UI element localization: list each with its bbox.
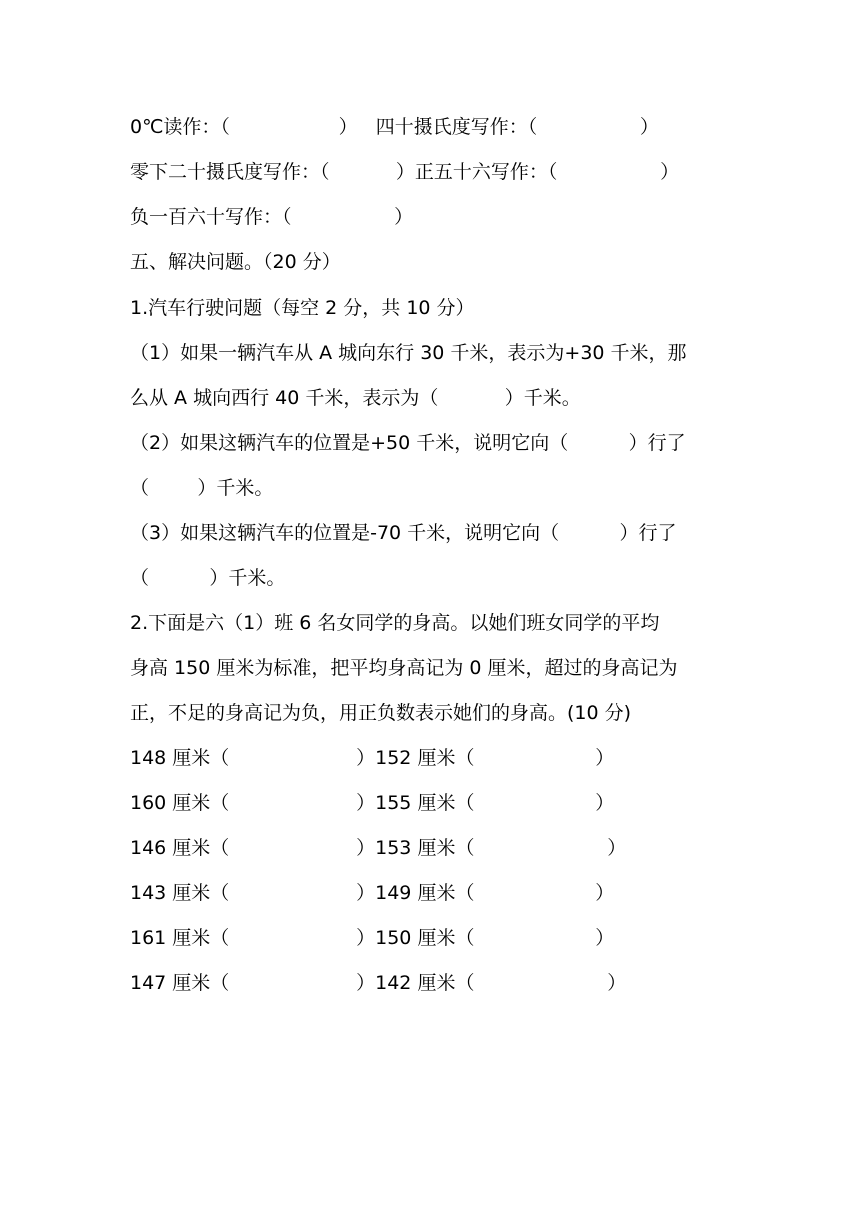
negative-number-line: 负一百六十写作：（ ）: [130, 206, 414, 228]
height-row: 160 厘米（ ）155 厘米（ ）: [130, 792, 615, 814]
height-row: 143 厘米（ ）149 厘米（ ）: [130, 882, 615, 904]
question-1-part-2-line-2: （ ）千米。: [130, 477, 274, 499]
question-2-description-line-3: 正，不足的身高记为负，用正负数表示她们的身高。(10 分): [130, 702, 632, 724]
question-2-description-line-1: 2.下面是六（1）班 6 名女同学的身高。以她们班女同学的平均: [130, 612, 660, 634]
section-five-heading: 五、解决问题。（20 分）: [130, 251, 341, 273]
question-1-title: 1.汽车行驶问题（每空 2 分，共 10 分）: [130, 297, 475, 319]
question-1-part-2-line-1: （2）如果这辆汽车的位置是+50 千米，说明它向（ ）行了: [130, 432, 686, 454]
question-1-part-1-line-1: （1）如果一辆汽车从 A 城向东行 30 千米，表示为+30 千米，那: [130, 342, 687, 364]
height-row: 146 厘米（ ）153 厘米（ ）: [130, 837, 627, 859]
height-row: 147 厘米（ ）142 厘米（ ）: [130, 972, 627, 994]
question-1-part-3-line-2: （ ）千米。: [130, 567, 286, 589]
temperature-reading-line: 0℃读作：（ ） 四十摄氏度写作：（ ）: [130, 116, 659, 138]
question-1-part-3-line-1: （3）如果这辆汽车的位置是-70 千米，说明它向（ ）行了: [130, 522, 677, 544]
temperature-writing-line: 零下二十摄氏度写作：（ ）正五十六写作：（ ）: [130, 161, 680, 183]
question-2-description-line-2: 身高 150 厘米为标准，把平均身高记为 0 厘米，超过的身高记为: [130, 657, 678, 679]
height-row: 161 厘米（ ）150 厘米（ ）: [130, 927, 615, 949]
height-row: 148 厘米（ ）152 厘米（ ）: [130, 747, 615, 769]
question-1-part-1-line-2: 么从 A 城向西行 40 千米，表示为（ ）千米。: [130, 387, 581, 409]
